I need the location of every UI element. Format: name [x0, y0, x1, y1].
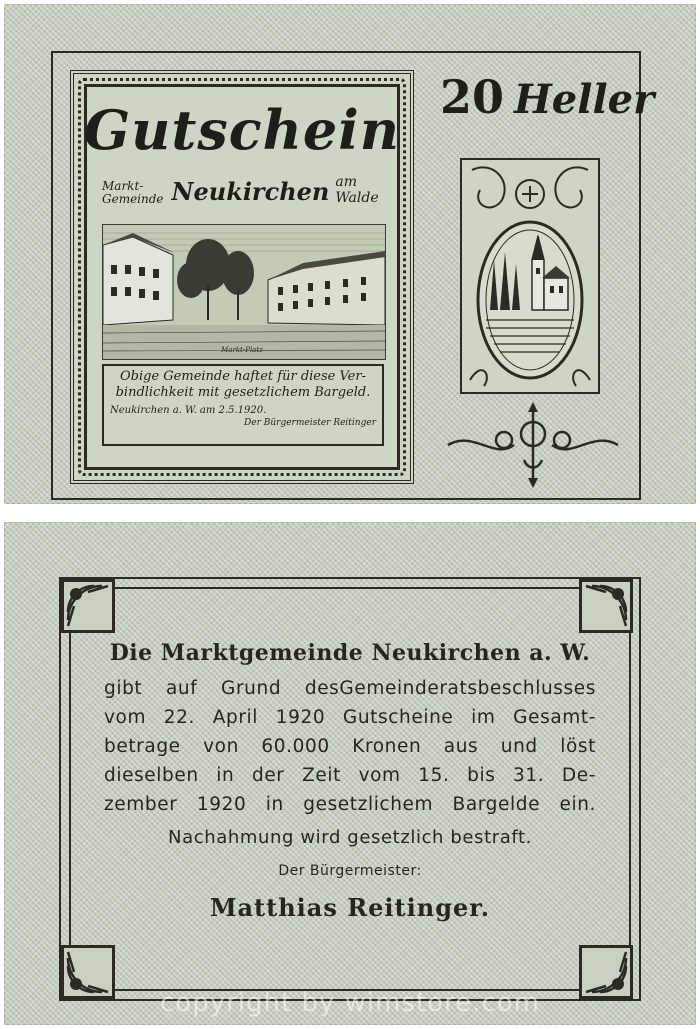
denomination-unit: Heller: [514, 76, 655, 123]
back-body-line-3: betrage von 60.000 Kronen aus und löst: [104, 736, 596, 757]
market-square-illustration: [102, 224, 386, 360]
note-front: [4, 4, 696, 504]
left-vignette: [70, 70, 414, 484]
back-body-line-2: vom 22. April 1920 Gutscheine im Gesamt-: [104, 707, 596, 728]
gemeinde-row: [102, 174, 390, 206]
gemeinde-name: Neukirchen: [171, 177, 330, 206]
gemeinde-prefix: [102, 180, 164, 206]
gemeinde-prefix-line2: Gemeinde: [102, 192, 164, 206]
gutschein-title: Gutschein: [84, 98, 400, 162]
back-body-line-1: gibt auf Grund desGemeinderatsbeschlusses: [104, 678, 596, 699]
market-square-drawing: [103, 225, 385, 359]
liability-text-box: [102, 364, 384, 446]
gemeinde-suffix: am Walde: [335, 174, 379, 206]
back-mayor-title: Der Bürgermeister:: [278, 863, 422, 879]
corner-ornament-bottom-right-icon: [579, 945, 633, 999]
corner-ornament-bottom-left-icon: [61, 945, 115, 999]
back-body-line-5: zember 1920 in gesetzlichem Bargelde ein.: [104, 794, 596, 815]
liability-line-2: bindlichkeit mit gesetzlichem Bargeld.: [115, 385, 371, 400]
scene-caption: Markt-Platz: [221, 346, 263, 354]
front-mayor-signature: Reitinger: [333, 418, 376, 428]
liability-line-1: Obige Gemeinde haftet für diese Ver-: [120, 369, 366, 384]
front-mayor-label: Der Bürgermeister: [244, 418, 331, 428]
back-body-line-4: dieselben in der Zeit vom 15. bis 31. De-: [104, 765, 596, 786]
flourish-ornament-icon: [444, 400, 622, 490]
gemeinde-prefix-line1: Markt-: [102, 179, 144, 193]
counterfeit-warning: Nachahmung wird gesetzlich bestraft.: [168, 827, 532, 848]
denomination: [440, 70, 654, 124]
place-date: Neukirchen a. W. am 2.5.1920.: [110, 405, 267, 416]
corner-ornament-top-right-icon: [579, 579, 633, 633]
church-emblem-icon: [462, 160, 598, 392]
back-mayor-name: Matthias Reitinger.: [209, 893, 491, 922]
copyright-watermark: copyright by wimstore.com: [160, 988, 540, 1018]
note-back: [4, 522, 696, 1025]
coat-of-arms: [460, 158, 600, 394]
back-heading: Die Marktgemeinde Neukirchen a. W.: [109, 640, 591, 666]
denomination-value: 20: [440, 70, 505, 124]
corner-ornament-top-left-icon: [61, 579, 115, 633]
back-text-block: [104, 640, 596, 922]
front-mayor: [110, 418, 376, 428]
